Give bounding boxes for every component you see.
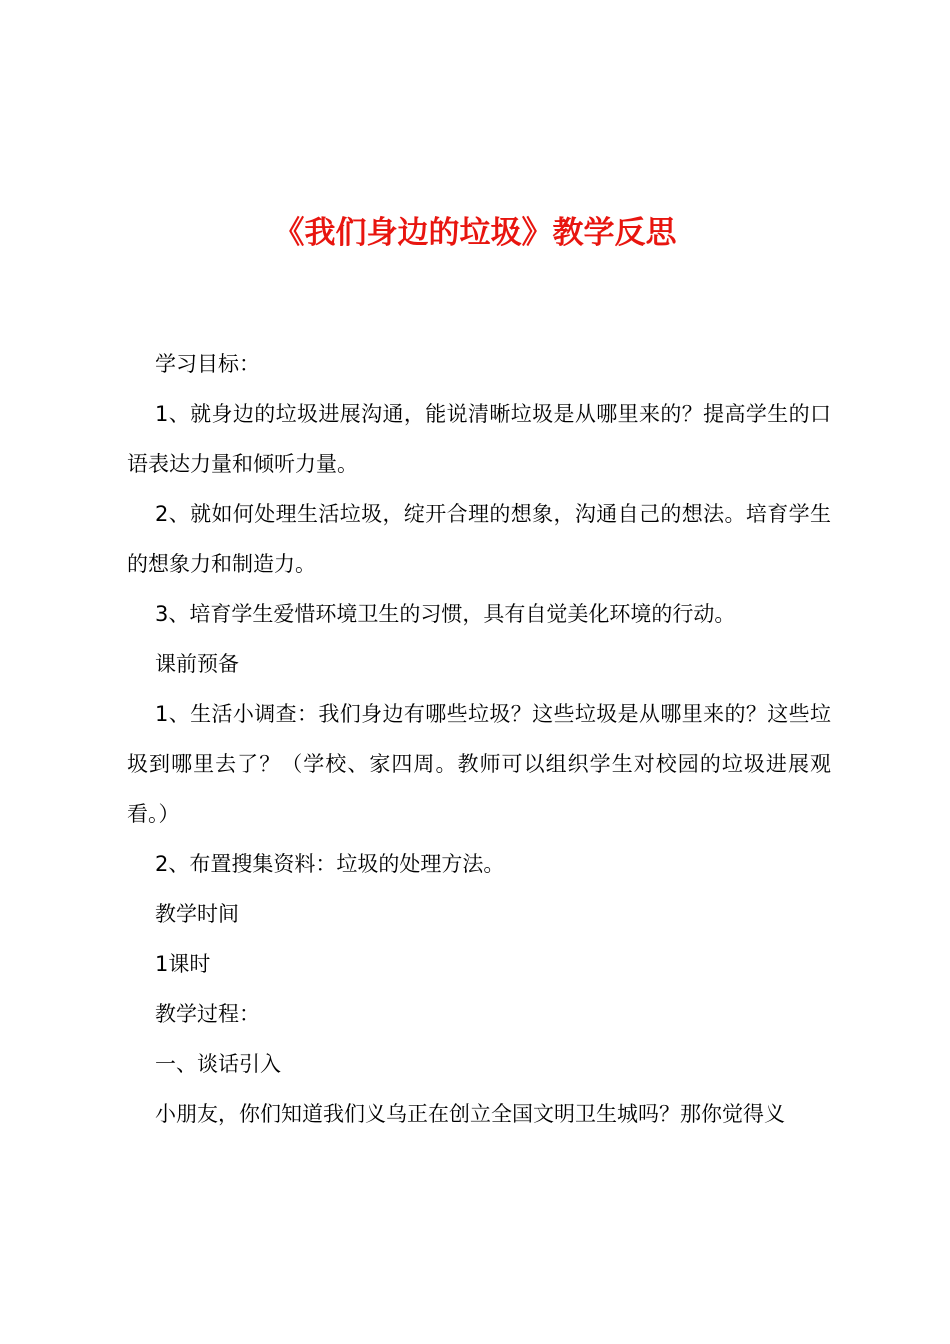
paragraph-preparation-heading: 课前预备 bbox=[155, 652, 239, 676]
paragraph-preparation-2: 2、布置搜集资料：垃圾的处理方法。 bbox=[155, 852, 505, 876]
paragraph-section-1-heading: 一、谈话引入 bbox=[155, 1052, 281, 1076]
document-title: 《我们身边的垃圾》教学反思 bbox=[273, 215, 677, 251]
paragraph-goal-2: 2、就如何处理生活垃圾，绽开合理的想象，沟通自己的想法。培育学生的想象力和制造力。 bbox=[127, 502, 831, 576]
paragraph-section-1-text: 小朋友，你们知道我们义乌正在创立全国文明卫生城吗？那你觉得义 bbox=[155, 1102, 785, 1126]
paragraph-preparation-1: 1、生活小调查：我们身边有哪些垃圾？这些垃圾是从哪里来的？这些垃圾到哪里去了？（学校、家四周。教师可以组织学生对校园的垃圾进展观看。） bbox=[127, 702, 831, 826]
document-body bbox=[127, 339, 831, 1139]
paragraph-teaching-time-value: 1课时 bbox=[155, 952, 211, 976]
paragraph-teaching-time-heading: 教学时间 bbox=[155, 902, 239, 926]
paragraph-learning-goals-heading: 学习目标： bbox=[155, 352, 260, 376]
paragraph-goal-3: 3、培育学生爱惜环境卫生的习惯，具有自觉美化环境的行动。 bbox=[155, 602, 736, 626]
paragraph-teaching-process-heading: 教学过程： bbox=[155, 1002, 260, 1026]
paragraph-goal-1: 1、就身边的垃圾进展沟通，能说清晰垃圾是从哪里来的？提高学生的口语表达力量和倾听力量。 bbox=[127, 402, 831, 476]
